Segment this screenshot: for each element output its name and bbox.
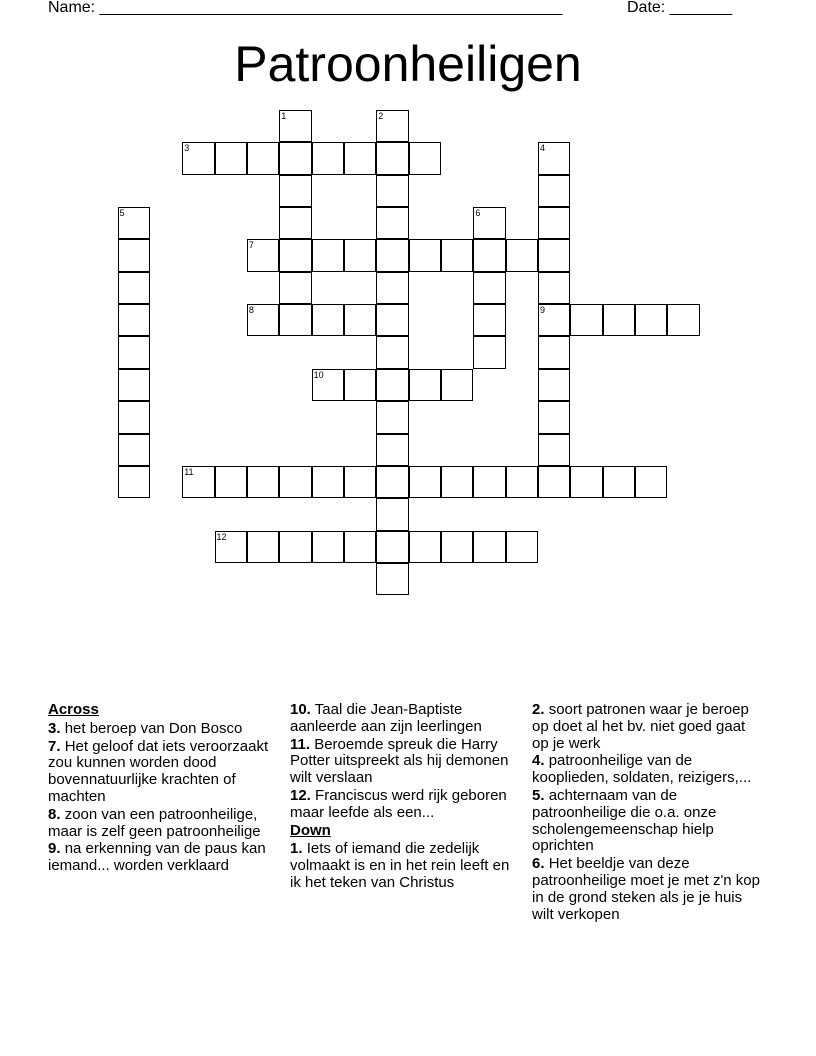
grid-cell[interactable] [215,531,247,563]
grid-cell[interactable] [279,239,311,271]
clue-text: patroonheilige van de kooplieden, soldaten, reizigers,... [532,752,752,787]
cell-number: 10 [313,369,324,380]
clue-number: 9. [48,840,61,858]
clue-down-6 [532,856,764,923]
grid-cell[interactable] [441,369,473,401]
clue-text: Beroemde spreuk die Harry Potter uitspreekt als hij demonen wilt verslaan [290,735,509,787]
cell-number: 12 [216,531,227,542]
cell-number: 5 [119,208,125,219]
clue-text: zoon van een patroonheilige, maar is zelf geen patroonheilige [48,805,261,840]
grid-cell[interactable] [376,207,408,239]
grid-cell[interactable] [118,401,150,433]
grid-cell[interactable] [409,239,441,271]
grid-cell[interactable] [312,369,344,401]
grid-cell[interactable] [376,369,408,401]
grid-cell[interactable] [506,531,538,563]
across-heading: Across [48,701,99,718]
grid-cell[interactable] [344,142,376,174]
clue-text: Het geloof dat iets veroorzaakt zou kunnen worden dood bovennatuurlijke krachten of machten [48,737,269,805]
grid-cell[interactable] [603,466,635,498]
clues-column-2 [290,702,522,893]
down-heading: Down [290,821,331,839]
cell-number: 7 [248,240,254,251]
grid-cell[interactable] [376,466,408,498]
cell-number: 8 [248,305,254,316]
grid-cell[interactable] [506,239,538,271]
cell-number: 2 [378,111,384,121]
clue-number: 12. [290,786,311,804]
grid-cell[interactable] [538,466,570,498]
clue-down-2 [532,702,764,752]
clue-number: 6. [532,855,545,873]
grid-cell[interactable] [376,531,408,563]
grid-cell[interactable] [376,563,408,595]
grid-cell[interactable] [376,272,408,304]
grid-cell[interactable] [279,142,311,174]
grid-cell[interactable] [344,239,376,271]
clue-number: 8. [48,805,61,823]
grid-cell[interactable] [376,304,408,336]
grid-cell[interactable] [570,466,602,498]
clue-across-8 [48,807,280,841]
grid-cell[interactable] [118,336,150,368]
clue-down-4 [532,753,764,787]
grid-cell[interactable] [215,466,247,498]
clue-across-7 [48,739,280,806]
grid-cell[interactable] [473,207,505,239]
clue-number: 4. [532,752,545,770]
grid-cell[interactable] [667,304,699,336]
grid-cell[interactable] [376,175,408,207]
clue-number: 10. [290,701,311,718]
cell-number: 3 [184,143,190,154]
grid-cell[interactable] [538,272,570,304]
grid-cell[interactable] [635,466,667,498]
grid-cell[interactable] [279,466,311,498]
grid-cell[interactable] [409,531,441,563]
clue-down-5 [532,788,764,855]
grid-cell[interactable] [538,304,570,336]
grid-cell[interactable] [279,272,311,304]
grid-cell[interactable] [538,142,570,174]
grid-cell[interactable] [409,142,441,174]
clue-text: Het beeldje van deze patroonheilige moet je met z'n kop in de grond steken als je je huis wilt verkopen [532,855,760,923]
grid-cell[interactable] [279,531,311,563]
grid-cell[interactable] [376,110,408,142]
grid-cell[interactable] [118,272,150,304]
clue-text: soort patronen waar je beroep op doet al het bv. niet goed gaat op je werk [532,701,749,752]
grid-cell[interactable] [279,207,311,239]
grid-cell[interactable] [441,531,473,563]
grid-cell[interactable] [312,466,344,498]
grid-cell[interactable] [473,336,505,368]
grid-cell[interactable] [635,304,667,336]
grid-cell[interactable] [118,207,150,239]
grid-cell[interactable] [538,434,570,466]
clue-text: achternaam van de patroonheilige die o.a. onze scholengemeenschap hielp oprichten [532,786,717,855]
clue-number: 3. [48,719,61,737]
grid-cell[interactable] [247,304,279,336]
grid-cell[interactable] [473,272,505,304]
grid-cell[interactable] [473,531,505,563]
grid-cell[interactable] [279,175,311,207]
grid-cell[interactable] [441,466,473,498]
grid-cell[interactable] [182,466,214,498]
grid-cell[interactable] [538,401,570,433]
clue-text: Franciscus werd rijk geboren maar leefde als een... [290,786,507,821]
page-title: Patroonheiligen [234,36,582,92]
grid-cell[interactable] [312,304,344,336]
date-field-label: Date: _______ [627,0,732,16]
grid-cell[interactable] [344,531,376,563]
grid-cell[interactable] [376,142,408,174]
clue-number: 5. [532,786,545,804]
grid-cell[interactable] [538,207,570,239]
grid-cell[interactable] [215,142,247,174]
grid-cell[interactable] [409,466,441,498]
grid-cell[interactable] [247,531,279,563]
grid-cell[interactable] [118,304,150,336]
clues-column-3 [532,702,764,924]
cell-number: 9 [540,305,546,316]
clue-across-9 [48,841,280,875]
grid-cell[interactable] [570,304,602,336]
grid-cell[interactable] [376,239,408,271]
clue-text: het beroep van Don Bosco [64,719,243,737]
grid-cell[interactable] [247,239,279,271]
clue-number: 1. [290,840,303,858]
clue-text: Iets of iemand die zedelijk volmaakt is en in het rein leeft en ik het teken van Christus [290,840,510,891]
grid-cell[interactable] [118,466,150,498]
clue-text: Taal die Jean-Baptiste aanleerde aan zijn leerlingen [290,701,482,735]
grid-cell[interactable] [312,239,344,271]
grid-cell[interactable] [538,239,570,271]
grid-cell[interactable] [312,142,344,174]
grid-cell[interactable] [538,175,570,207]
grid-cell[interactable] [473,239,505,271]
grid-cell[interactable] [279,304,311,336]
grid-cell[interactable] [247,142,279,174]
grid-cell[interactable] [376,434,408,466]
grid-cell[interactable] [473,304,505,336]
name-field-label: Name: ____________________________________________________ [48,0,563,16]
clue-down-1 [290,841,522,891]
grid-cell[interactable] [409,369,441,401]
cell-number: 11 [184,466,194,477]
clue-across-3 [48,721,280,738]
clue-across-12 [290,788,522,822]
grid-cell[interactable] [506,466,538,498]
grid-cell[interactable] [441,239,473,271]
grid-cell[interactable] [118,434,150,466]
grid-cell[interactable] [344,369,376,401]
grid-cell[interactable] [279,110,311,142]
grid-cell[interactable] [376,336,408,368]
grid-cell[interactable] [538,369,570,401]
grid-cell[interactable] [118,369,150,401]
cell-number: 1 [281,111,287,121]
clue-across-10 [290,702,522,736]
clue-number: 7. [48,737,61,755]
cell-number: 6 [475,208,481,219]
grid-cell[interactable] [312,531,344,563]
grid-cell[interactable] [376,401,408,433]
grid-cell[interactable] [118,239,150,271]
grid-cell[interactable] [603,304,635,336]
grid-cell[interactable] [247,466,279,498]
grid-cell[interactable] [344,304,376,336]
clue-number: 2. [532,701,545,718]
cell-number: 4 [540,143,546,154]
clues-column-1 [48,702,280,876]
grid-cell[interactable] [182,142,214,174]
grid-cell[interactable] [376,498,408,530]
grid-cell[interactable] [538,336,570,368]
clue-number: 11. [290,735,311,753]
grid-cell[interactable] [344,466,376,498]
grid-cell[interactable] [473,466,505,498]
clue-across-11 [290,737,522,787]
clue-text: na erkenning van de paus kan iemand... worden verklaard [48,840,266,875]
